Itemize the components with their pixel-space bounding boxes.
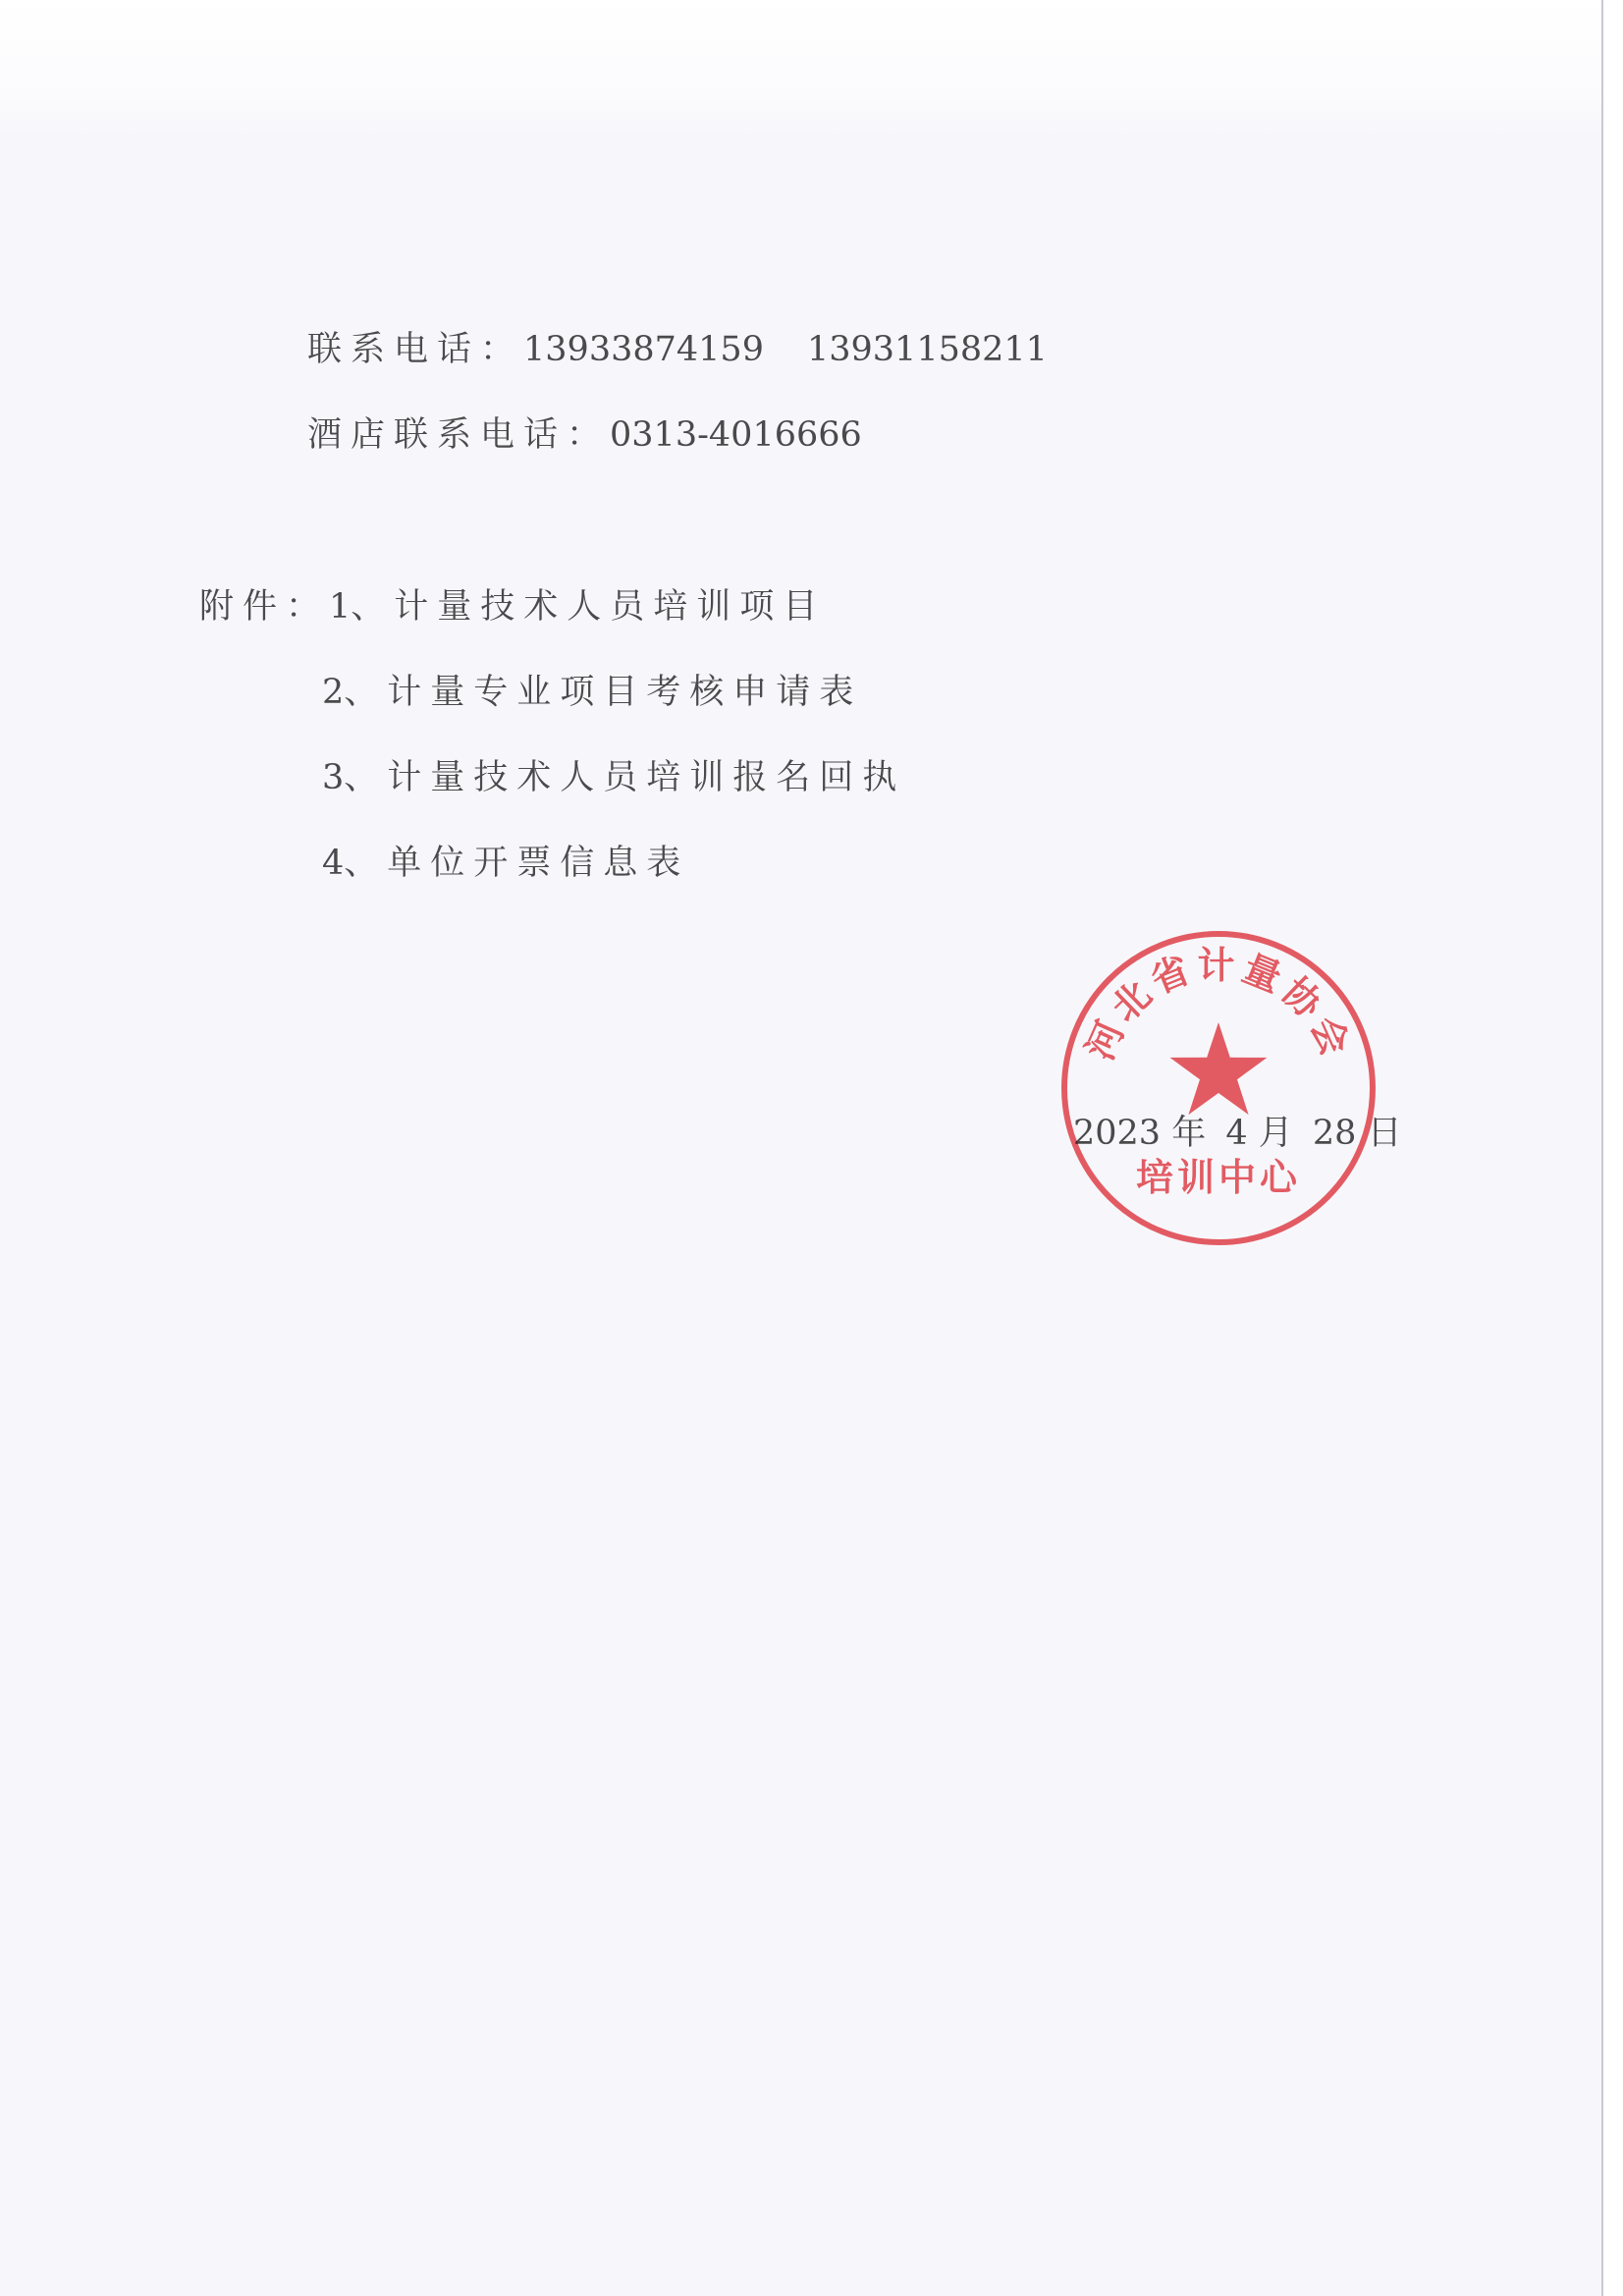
- seal-org-name: 河北省计量协会: [1076, 942, 1361, 1066]
- contact-phone-line: 联系电话：13933874159 13931158211: [307, 330, 1048, 369]
- scan-top-band: [0, 0, 1601, 137]
- seal-dept-name: 培训中心: [1135, 1155, 1302, 1199]
- hotel-phone-line: 酒店联系电话：0313-4016666: [307, 415, 862, 455]
- attachment-item: 4、单位开票信息表: [322, 844, 690, 883]
- attachment-line-1: [199, 585, 826, 629]
- attachment-item: 3、计量技术人员培训报名回执: [322, 758, 906, 797]
- seal-star-icon: [1170, 1022, 1268, 1115]
- attachments-label: 附件：: [199, 587, 330, 627]
- attachment-item: 1、计量技术人员培训项目: [329, 587, 827, 627]
- official-seal: [1052, 921, 1385, 1255]
- issue-date: 2023 年 4 月 28 日: [1073, 1114, 1411, 1153]
- attachment-item: 2、计量专业项目考核申请表: [322, 673, 863, 712]
